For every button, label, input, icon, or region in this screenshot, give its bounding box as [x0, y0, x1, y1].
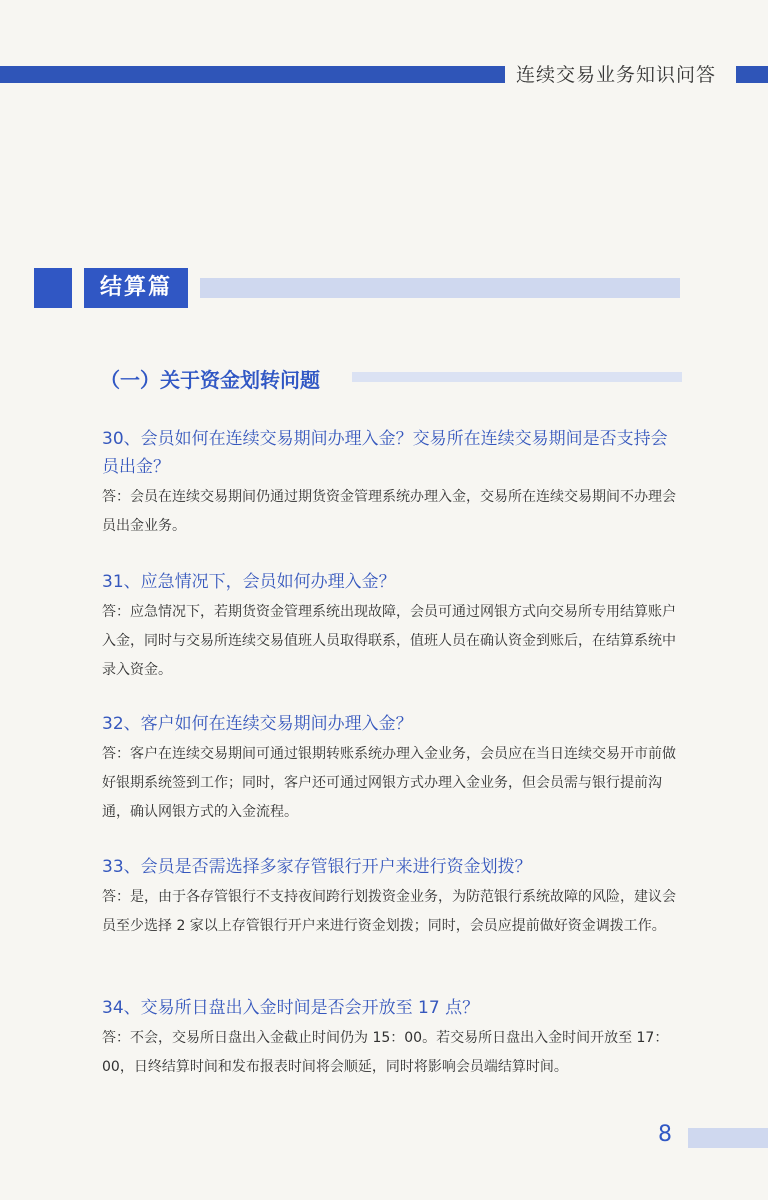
subsection-title: （一）关于资金划转问题	[100, 368, 320, 392]
question: 33、会员是否需选择多家存管银行开户来进行资金划拨？	[102, 857, 532, 877]
question: 30、会员如何在连续交易期间办理入金？交易所在连续交易期间是否支持会员出金？	[102, 429, 668, 477]
header-title: 连续交易业务知识问答	[516, 64, 717, 86]
answer: 答：应急情况下，若期货资金管理系统出现故障，会员可通过网银方式向交易所专用结算账户入金，同时与交易所连续交易值班人员取得联系，值班人员在确认资金到账后，在结算系统中录入资金。	[102, 604, 676, 678]
subsection-rule	[352, 372, 682, 382]
question: 34、交易所日盘出入金时间是否会开放至 17 点？	[102, 998, 480, 1018]
question: 32、客户如何在连续交易期间办理入金？	[102, 714, 413, 734]
section-rule	[200, 278, 680, 298]
answer: 答：客户在连续交易期间可通过银期转账系统办理入金业务，会员应在当日连续交易开市前做好银期系统签到工作；同时，客户还可通过网银方式办理入金业务，但会员需与银行提前沟通，确认网银方式的入金流程。	[102, 746, 676, 820]
question: 31、应急情况下，会员如何办理入金？	[102, 572, 396, 592]
header-tab	[736, 66, 768, 83]
section-marker	[34, 268, 72, 308]
qa-item-33	[102, 853, 678, 941]
page-bar	[688, 1128, 768, 1148]
answer: 答：不会，交易所日盘出入金截止时间仍为 15：00。若交易所日盘出入金时间开放至 17：00，日终结算时间和发布报表时间将会顺延，同时将影响会员端结算时间。	[102, 1030, 669, 1075]
section-title: 结算篇	[84, 268, 188, 308]
answer: 答：是，由于各存管银行不支持夜间跨行划拨资金业务，为防范银行系统故障的风险，建议会员至少选择 2 家以上存管银行开户来进行资金划拨；同时，会员应提前做好资金调拨工作。	[102, 889, 676, 934]
qa-item-30	[102, 425, 678, 541]
header-bar	[0, 66, 505, 83]
qa-item-31	[102, 568, 678, 685]
qa-item-32	[102, 710, 678, 827]
page-number: 8	[658, 1122, 672, 1147]
answer: 答：会员在连续交易期间仍通过期货资金管理系统办理入金，交易所在连续交易期间不办理会员出金业务。	[102, 489, 676, 534]
qa-item-34	[102, 994, 678, 1082]
